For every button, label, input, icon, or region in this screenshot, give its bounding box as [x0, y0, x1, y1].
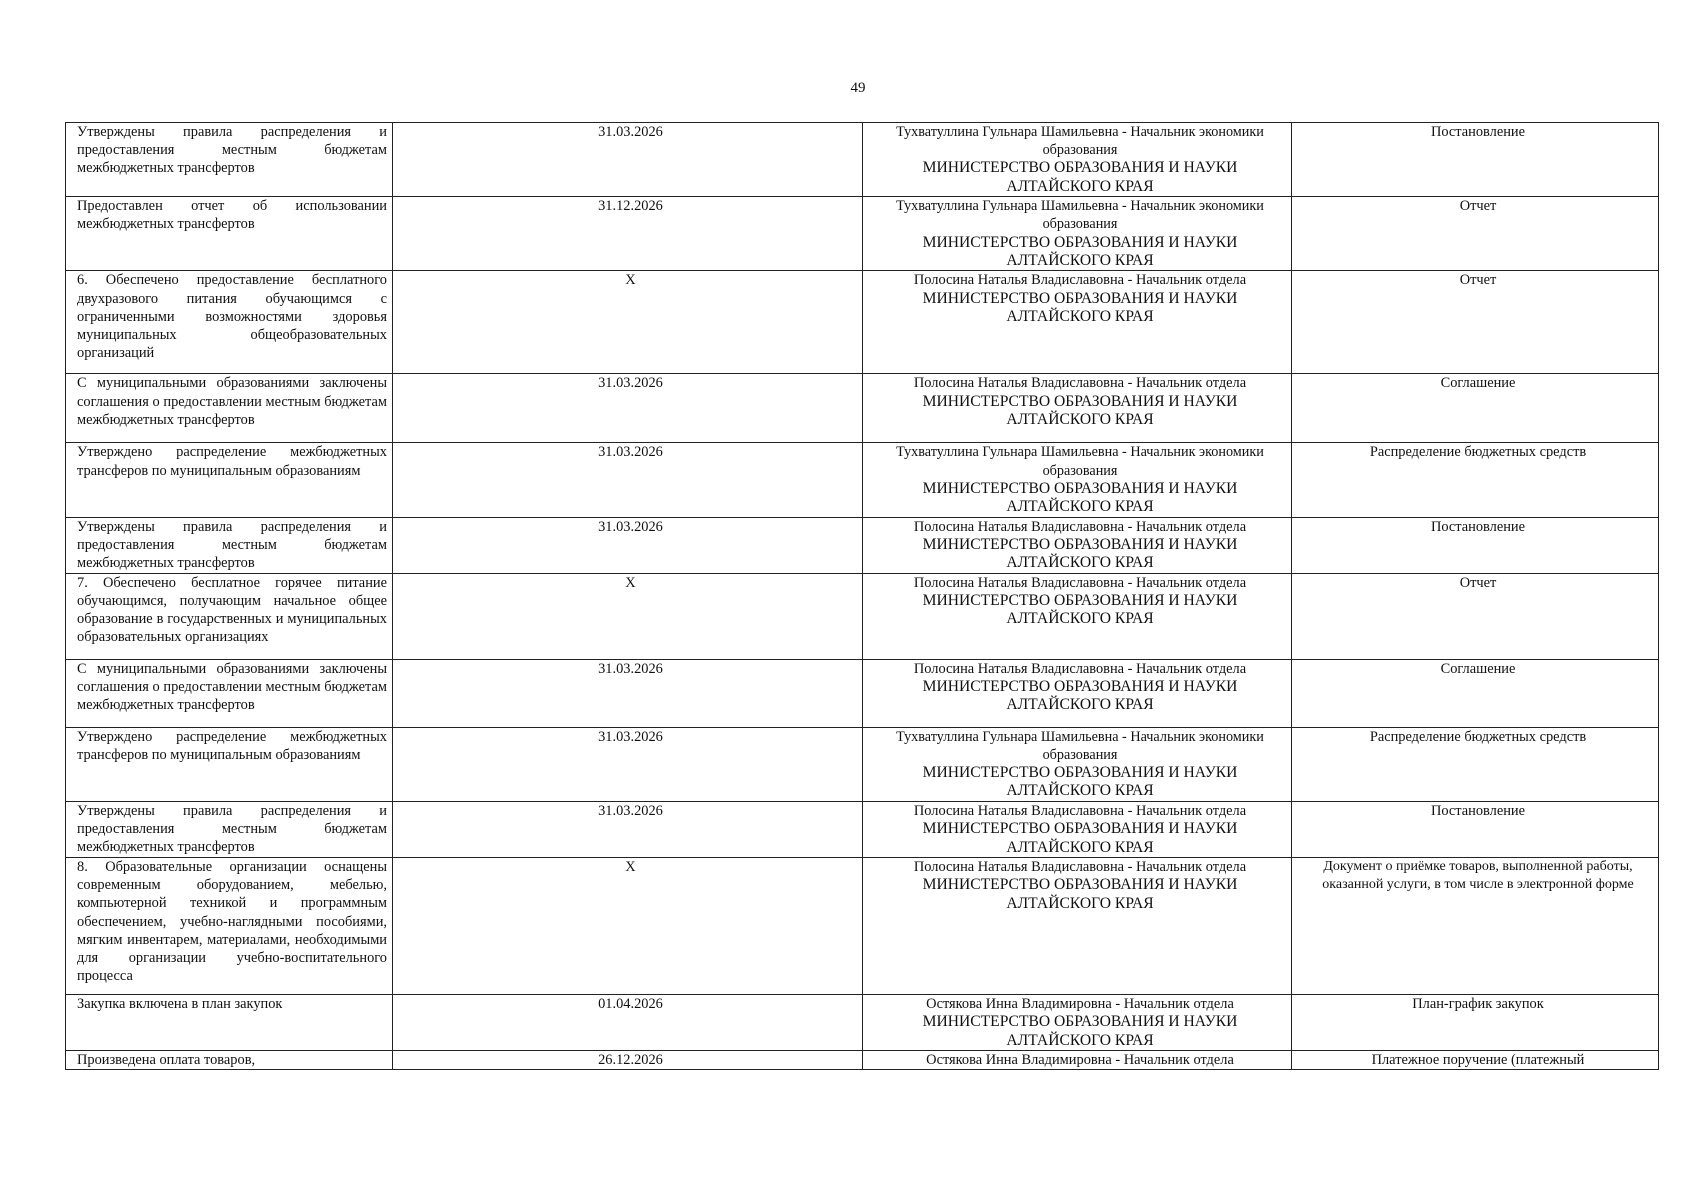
responsible-cell [863, 1050, 1292, 1069]
document-cell: Отчет [1292, 271, 1659, 374]
event-cell: Закупка включена в план закупок [66, 994, 393, 1050]
event-cell: С муниципальными образованиями заключены соглашения о предоставлении местным бюджетам межбюджетных трансфертов [66, 659, 393, 727]
responsible-org: МИНИСТЕРСТВО ОБРАЗОВАНИЯ И НАУКИ АЛТАЙСКОГО КРАЯ [922, 820, 1238, 856]
document-cell: Постановление [1292, 517, 1659, 573]
date-cell: X [393, 271, 863, 374]
document-text: Документ о приёмке товаров, выполненной работы, оказанной услуги, в том числе в электронной форме [1322, 858, 1634, 893]
table-row [66, 197, 1659, 271]
table-row [66, 271, 1659, 374]
responsible-cell [863, 517, 1292, 573]
responsible-cell [863, 443, 1292, 517]
responsible-cell [863, 727, 1292, 801]
document-cell: Отчет [1292, 573, 1659, 659]
event-cell: Предоставлен отчет об использовании межбюджетных трансфертов [66, 197, 393, 271]
event-cell: Утверждены правила распределения и предоставления местным бюджетам межбюджетных трансфертов [66, 517, 393, 573]
responsible-person: Полосина Наталья Владиславовна - Начальник отдела [913, 518, 1247, 535]
plan-table [65, 122, 1659, 1070]
table-row [66, 994, 1659, 1050]
responsible-person: Остякова Инна Владимировна - Начальник отдела [926, 995, 1234, 1012]
table-row [66, 1050, 1659, 1069]
table-row [66, 443, 1659, 517]
table-row [66, 857, 1659, 994]
responsible-person: Полосина Наталья Владиславовна - Начальник отдела [913, 802, 1247, 819]
table-row [66, 123, 1659, 197]
responsible-org: МИНИСТЕРСТВО ОБРАЗОВАНИЯ И НАУКИ АЛТАЙСКОГО КРАЯ [922, 591, 1238, 628]
document-cell: Отчет [1292, 197, 1659, 271]
responsible-cell [863, 374, 1292, 443]
document-cell: План-график закупок [1292, 994, 1659, 1050]
event-cell: 6. Обеспечено предоставление бесплатного двухразового питания обучающимся с ограниченными возможностями здоровья муниципальных общеобразовательных организаций [66, 271, 393, 374]
responsible-cell [863, 271, 1292, 374]
date-cell: 31.03.2026 [393, 374, 863, 443]
document-cell: Платежное поручение (платежный [1292, 1050, 1659, 1069]
table-row [66, 801, 1659, 857]
event-cell: Произведена оплата товаров, [66, 1050, 393, 1069]
responsible-org: МИНИСТЕРСТВО ОБРАЗОВАНИЯ И НАУКИ АЛТАЙСКОГО КРАЯ [922, 764, 1238, 800]
responsible-org: МИНИСТЕРСТВО ОБРАЗОВАНИЯ И НАУКИ АЛТАЙСКОГО КРАЯ [922, 159, 1238, 195]
document-cell: Соглашение [1292, 659, 1659, 727]
responsible-cell [863, 197, 1292, 271]
event-cell: Утверждено распределение межбюджетных трансферов по муниципальным образованиям [66, 443, 393, 517]
date-cell: 31.12.2026 [393, 197, 863, 271]
document-cell: Соглашение [1292, 374, 1659, 443]
document-cell: Постановление [1292, 801, 1659, 857]
date-cell: 31.03.2026 [393, 801, 863, 857]
document-cell: Постановление [1292, 123, 1659, 197]
responsible-org: МИНИСТЕРСТВО ОБРАЗОВАНИЯ И НАУКИ АЛТАЙСКОГО КРАЯ [922, 677, 1238, 714]
responsible-person: Полосина Наталья Владиславовна - Начальник отдела [913, 858, 1247, 875]
responsible-person: Тухватуллина Гульнара Шамильевна - Начальник экономики образования [896, 444, 1264, 479]
responsible-cell [863, 857, 1292, 994]
page-number: 49 [850, 80, 866, 96]
date-cell: 01.04.2026 [393, 994, 863, 1050]
responsible-cell [863, 123, 1292, 197]
date-cell: X [393, 573, 863, 659]
table-row [66, 659, 1659, 727]
responsible-org: МИНИСТЕРСТВО ОБРАЗОВАНИЯ И НАУКИ АЛТАЙСКОГО КРАЯ [922, 289, 1238, 326]
date-cell: 31.03.2026 [393, 123, 863, 197]
responsible-person: Полосина Наталья Владиславовна - Начальник отдела [913, 660, 1247, 677]
table-row [66, 374, 1659, 443]
table-row [66, 517, 1659, 573]
responsible-person: Полосина Наталья Владиславовна - Начальник отдела [913, 574, 1247, 591]
responsible-org: МИНИСТЕРСТВО ОБРАЗОВАНИЯ И НАУКИ АЛТАЙСКОГО КРАЯ [922, 535, 1238, 572]
date-cell: 31.03.2026 [393, 443, 863, 517]
responsible-cell [863, 573, 1292, 659]
responsible-org: МИНИСТЕРСТВО ОБРАЗОВАНИЯ И НАУКИ АЛТАЙСКОГО КРАЯ [922, 479, 1238, 516]
event-cell: 8. Образовательные организации оснащены современным оборудованием, мебелью, компьютерной техникой и программным обеспечением, учебно-наглядными пособиями, мягким инвентарем, материалами, необходимыми для организации учебно-воспитательного процесса [66, 857, 393, 994]
responsible-person: Полосина Наталья Владиславовна - Начальник отдела [913, 375, 1247, 392]
document-cell [1292, 857, 1659, 994]
document-cell: Распределение бюджетных средств [1292, 443, 1659, 517]
date-cell: 31.03.2026 [393, 517, 863, 573]
responsible-cell [863, 994, 1292, 1050]
event-cell: Утверждены правила распределения и предоставления местным бюджетам межбюджетных трансфертов [66, 801, 393, 857]
date-cell: 31.03.2026 [393, 659, 863, 727]
date-cell: X [393, 857, 863, 994]
responsible-person: Остякова Инна Владимировна - Начальник отдела [926, 1051, 1234, 1068]
event-cell: 7. Обеспечено бесплатное горячее питание обучающимся, получающим начальное общее образование в государственных и муниципальных образовательных организациях [66, 573, 393, 659]
event-cell: С муниципальными образованиями заключены соглашения о предоставлении местным бюджетам межбюджетных трансфертов [66, 374, 393, 443]
responsible-cell [863, 801, 1292, 857]
responsible-person: Тухватуллина Гульнара Шамильевна - Начальник экономики образования [896, 728, 1264, 763]
document-cell: Распределение бюджетных средств [1292, 727, 1659, 801]
responsible-person: Тухватуллина Гульнара Шамильевна - Начальник экономики образования [896, 198, 1264, 233]
responsible-org: МИНИСТЕРСТВО ОБРАЗОВАНИЯ И НАУКИ АЛТАЙСКОГО КРАЯ [922, 1013, 1238, 1049]
date-cell: 26.12.2026 [393, 1050, 863, 1069]
table-row [66, 727, 1659, 801]
responsible-org: МИНИСТЕРСТВО ОБРАЗОВАНИЯ И НАУКИ АЛТАЙСКОГО КРАЯ [922, 876, 1238, 912]
responsible-org: МИНИСТЕРСТВО ОБРАЗОВАНИЯ И НАУКИ АЛТАЙСКОГО КРАЯ [922, 233, 1238, 270]
responsible-person: Полосина Наталья Владиславовна - Начальник отдела [913, 272, 1247, 289]
responsible-cell [863, 659, 1292, 727]
table-row [66, 573, 1659, 659]
event-cell: Утверждено распределение межбюджетных трансферов по муниципальным образованиям [66, 727, 393, 801]
date-cell: 31.03.2026 [393, 727, 863, 801]
responsible-person: Тухватуллина Гульнара Шамильевна - Начальник экономики образования [896, 124, 1264, 159]
responsible-org: МИНИСТЕРСТВО ОБРАЗОВАНИЯ И НАУКИ АЛТАЙСКОГО КРАЯ [922, 392, 1238, 429]
event-cell: Утверждены правила распределения и предоставления местным бюджетам межбюджетных трансфертов [66, 123, 393, 197]
